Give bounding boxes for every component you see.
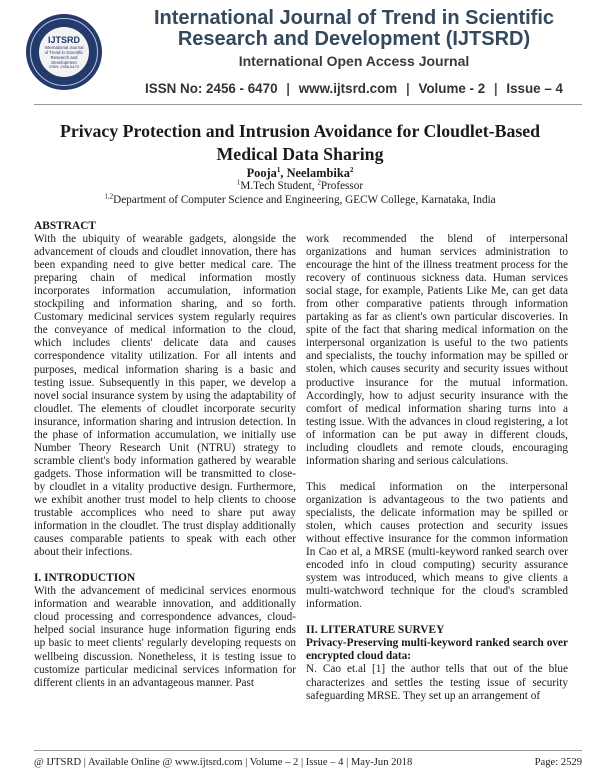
author-name: Neelambika bbox=[286, 166, 350, 180]
spacer bbox=[306, 468, 568, 481]
issue-label: Issue – 4 bbox=[506, 81, 563, 96]
footer-text: @ IJTSRD | Available Online @ www.ijtsrd.com | Volume – 2 | Issue – 4 | May-Jun 2018 bbox=[34, 757, 413, 768]
journal-subtitle: International Open Access Journal bbox=[238, 53, 470, 69]
author-sup: 2 bbox=[349, 165, 354, 174]
journal-logo bbox=[26, 14, 102, 90]
author-name: Pooja bbox=[246, 166, 277, 180]
journal-title bbox=[118, 8, 590, 50]
author-separator: , bbox=[280, 166, 287, 180]
page-footer bbox=[34, 750, 582, 775]
logo-inner bbox=[39, 27, 89, 77]
author-sup: 1 bbox=[276, 165, 281, 174]
introduction-heading: I. INTRODUCTION bbox=[34, 572, 136, 585]
logo-issn: ISSN: 2456-6470 bbox=[49, 63, 79, 69]
literature-subheading: Privacy-Preserving multi-keyword ranked search over encrypted cloud data: bbox=[306, 637, 568, 663]
author-role: M.Tech Student, bbox=[240, 180, 318, 192]
affiliation bbox=[40, 194, 560, 206]
literature-heading: II. LITERATURE SURVEY bbox=[306, 624, 445, 637]
spacer bbox=[34, 559, 296, 572]
separator: | bbox=[405, 81, 410, 96]
journal-title-line1: International Journal of Trend in Scientific bbox=[153, 7, 555, 29]
author-roles bbox=[40, 180, 560, 192]
separator: | bbox=[493, 81, 498, 96]
role-sup: 1 bbox=[236, 178, 241, 187]
volume-label: Volume - 2 bbox=[418, 81, 486, 96]
spacer bbox=[306, 611, 568, 624]
left-column bbox=[34, 220, 296, 690]
logo-text-line: Development bbox=[51, 59, 77, 65]
page-number: Page: 2529 bbox=[534, 757, 582, 768]
logo-text-line: of Trend in Scientific bbox=[44, 49, 84, 55]
author-role: Professor bbox=[320, 180, 364, 192]
authors bbox=[40, 166, 560, 181]
literature-text: N. Cao et.al [1] the author tells that out of the blue characterizes and settles the testing issue of security safeguarding MRSE. They set up an arrangement of bbox=[306, 663, 568, 702]
website-link[interactable]: www.ijtsrd.com bbox=[298, 81, 398, 96]
journal-title-line2: Research and Development (IJTSRD) bbox=[177, 28, 531, 50]
logo-text-line: International Journal bbox=[44, 44, 84, 50]
affiliation-sup: 1,2 bbox=[104, 192, 114, 201]
right-column bbox=[306, 233, 568, 703]
issn-bar bbox=[118, 78, 590, 100]
role-sup: 2 bbox=[317, 178, 321, 187]
affiliation-text: Department of Computer Science and Engineering, GECW College, Karnataka, India bbox=[113, 194, 496, 206]
paper-title-line1: Privacy Protection and Intrusion Avoidance for Cloudlet-Based bbox=[59, 121, 541, 141]
journal-header bbox=[0, 0, 600, 106]
logo-acronym: IJTSRD bbox=[47, 34, 80, 45]
logo-text-line: Research and bbox=[50, 54, 78, 60]
body-paragraph: This medical information on the interpersonal organization is advantageous to the two patients and specialists, the delicate information may be spilled or stolen, which causes protection and security issues without effective insurance for the common information In Cao et al, a MRSE (multi-keyword ranked search over encoded info in cloud computing) security assurance system was introduced, which means to give clients a multi-watchword technique for the cloud's scrambled information. bbox=[306, 480, 568, 611]
body-paragraph: work recommended the blend of interpersonal organizations and human services administration to encourage the hint of the illness treatment process for the recovery of continuous sickness data. Human services social stage, for example, Patients Like Me, can get data from other comparative patients through information partaking as far as client's own particular discoveries. In spite of the fact that sharing medical information on the interpersonal organization is useful to the two patients and specialists, the touchy information may be spilled or stolen, which causes security and security issues without productive insurance for the mutual information. Accordingly, how to adjust security insurance with the comfort of medical information sharing turns into a testing issue. With the advances in cloud registering, a lot of information can be put away in different clouds, including cloudlets and remote clouds, encouraging information sharing and serious calculations. bbox=[306, 233, 568, 467]
header-divider bbox=[34, 104, 582, 105]
separator: | bbox=[286, 81, 291, 96]
introduction-text: With the advancement of medicinal services enormous information and wearable innovation, and additionally cloud processing and correspondence advances, cloud-helped social insurance huge information figuring ends up basic to meet clients' regularly developing requests on wellbeing discussion. Nonetheless, it is testing issue to customize particular medicinal services information for different clients in an advantageous manner. Past bbox=[34, 585, 296, 689]
paper-title-line2: Medical Data Sharing bbox=[216, 144, 384, 164]
paper-title bbox=[40, 120, 560, 166]
abstract-text: With the ubiquity of wearable gadgets, alongside the advancement of clouds and cloudlet innovation, there has been expanding need to give better medical care. The preparing chain of medical information mostly incorporates information accumulation, information stockpiling and information sharing, and so forth. Customary medicinal services system regularly requires the conveyance of medical information to the cloud, which includes clients' delicate data and causes correspondence vitality utilization. For all intents and purposes, medical information sharing is a basic and testing issue. Subsequently in this paper, we develop a novel social insurance system by using the adaptability of cloudlet. The elements of cloudlet incorporate security insurance, information sharing and intrusion detection. In the phase of information accumulation, we initially use Number Theory Research Unit (NTRU) strategy to scramble client's body information gathered by wearable gadgets. Those information will be transmitted to close-by cloudlet in a vitality productive design. Furthermore, we exhibit another trust model to help clients to choose trustable accomplices who need to share put away information in the cloudlet. The trust display additionally causes comparable patients to speak with each other about their infections. bbox=[34, 233, 296, 559]
issn-number: ISSN No: 2456 - 6470 bbox=[145, 81, 278, 96]
abstract-heading: ABSTRACT bbox=[34, 220, 97, 232]
